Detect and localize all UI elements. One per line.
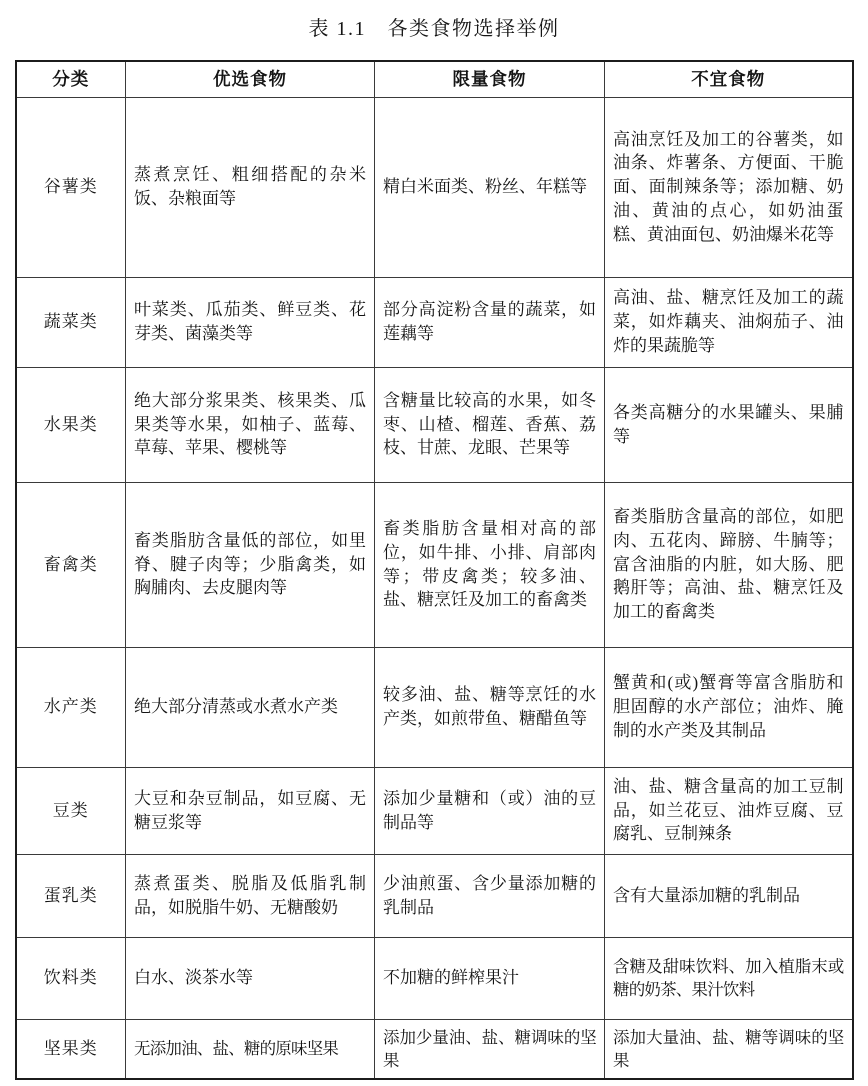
cell-limited: 添加少量油、盐、糖调味的坚果 — [375, 1019, 605, 1079]
header-category: 分类 — [16, 61, 126, 97]
cell-limited: 添加少量糖和（或）油的豆制品等 — [375, 767, 605, 854]
cell-limited: 畜类脂肪含量相对高的部位，如牛排、小排、肩部肉等；带皮禽类；较多油、盐、糖烹饪及加工的畜禽类 — [375, 482, 605, 647]
table-row — [16, 482, 853, 647]
cell-avoid: 蟹黄和(或)蟹膏等富含脂肪和胆固醇的水产部位；油炸、腌制的水产类及其制品 — [605, 647, 853, 767]
cell-category: 水产类 — [16, 647, 126, 767]
cell-preferred: 蒸煮蛋类、脱脂及低脂乳制品，如脱脂牛奶、无糖酸奶 — [126, 854, 375, 937]
cell-limited: 少油煎蛋、含少量添加糖的乳制品 — [375, 854, 605, 937]
table-row — [16, 854, 853, 937]
cell-preferred: 蒸煮烹饪、粗细搭配的杂米饭、杂粮面等 — [126, 97, 375, 277]
cell-avoid: 高油、盐、糖烹饪及加工的蔬菜，如炸藕夹、油焖茄子、油炸的果蔬脆等 — [605, 277, 853, 367]
page-title: 表 1.1 各类食物选择举例 — [308, 18, 560, 40]
table-row — [16, 277, 853, 367]
table-row — [16, 1019, 853, 1079]
cell-category: 谷薯类 — [16, 97, 126, 277]
table-row — [16, 647, 853, 767]
table-row — [16, 937, 853, 1019]
cell-avoid: 含糖及甜味饮料、加入植脂末或糖的奶茶、果汁饮料 — [605, 937, 853, 1019]
cell-limited: 含糖量比较高的水果，如冬枣、山楂、榴莲、香蕉、荔枝、甘蔗、龙眼、芒果等 — [375, 367, 605, 482]
cell-avoid: 畜类脂肪含量高的部位，如肥肉、五花肉、蹄膀、牛腩等；富含油脂的内脏，如大肠、肥鹅肝等；高油、盐、糖烹饪及加工的畜禽类 — [605, 482, 853, 647]
cell-preferred: 畜类脂肪含量低的部位，如里脊、腱子肉等；少脂禽类，如胸脯肉、去皮腿肉等 — [126, 482, 375, 647]
cell-limited: 较多油、盐、糖等烹饪的水产类，如煎带鱼、糖醋鱼等 — [375, 647, 605, 767]
cell-category: 畜禽类 — [16, 482, 126, 647]
cell-preferred: 绝大部分清蒸或水煮水产类 — [126, 647, 375, 767]
cell-preferred: 大豆和杂豆制品，如豆腐、无糖豆浆等 — [126, 767, 375, 854]
table-row — [16, 97, 853, 277]
table-row — [16, 767, 853, 854]
cell-category: 坚果类 — [16, 1019, 126, 1079]
cell-preferred: 无添加油、盐、糖的原味坚果 — [126, 1019, 375, 1079]
table-row — [16, 367, 853, 482]
cell-limited: 不加糖的鲜榨果汁 — [375, 937, 605, 1019]
cell-avoid: 添加大量油、盐、糖等调味的坚果 — [605, 1019, 853, 1079]
cell-category: 饮料类 — [16, 937, 126, 1019]
cell-category: 豆类 — [16, 767, 126, 854]
cell-preferred: 绝大部分浆果类、核果类、瓜果类等水果，如柚子、蓝莓、草莓、苹果、樱桃等 — [126, 367, 375, 482]
cell-avoid: 油、盐、糖含量高的加工豆制品，如兰花豆、油炸豆腐、豆腐乳、豆制辣条 — [605, 767, 853, 854]
cell-avoid: 各类高糖分的水果罐头、果脯等 — [605, 367, 853, 482]
cell-limited: 部分高淀粉含量的蔬菜，如莲藕等 — [375, 277, 605, 367]
header-limited-foods: 限量食物 — [375, 61, 605, 97]
header-preferred-foods: 优选食物 — [126, 61, 375, 97]
cell-avoid: 含有大量添加糖的乳制品 — [605, 854, 853, 937]
cell-preferred: 叶菜类、瓜茄类、鲜豆类、花芽类、菌藻类等 — [126, 277, 375, 367]
header-avoid-foods: 不宜食物 — [605, 61, 853, 97]
cell-category: 蛋乳类 — [16, 854, 126, 937]
cell-limited: 精白米面类、粉丝、年糕等 — [375, 97, 605, 277]
cell-category: 蔬菜类 — [16, 277, 126, 367]
table-header-row — [16, 61, 853, 97]
food-selection-table — [15, 60, 854, 1080]
cell-preferred: 白水、淡茶水等 — [126, 937, 375, 1019]
cell-category: 水果类 — [16, 367, 126, 482]
cell-avoid: 高油烹饪及加工的谷薯类，如油条、炸薯条、方便面、干脆面、面制辣条等；添加糖、奶油、黄油的点心，如奶油蛋糕、黄油面包、奶油爆米花等 — [605, 97, 853, 277]
